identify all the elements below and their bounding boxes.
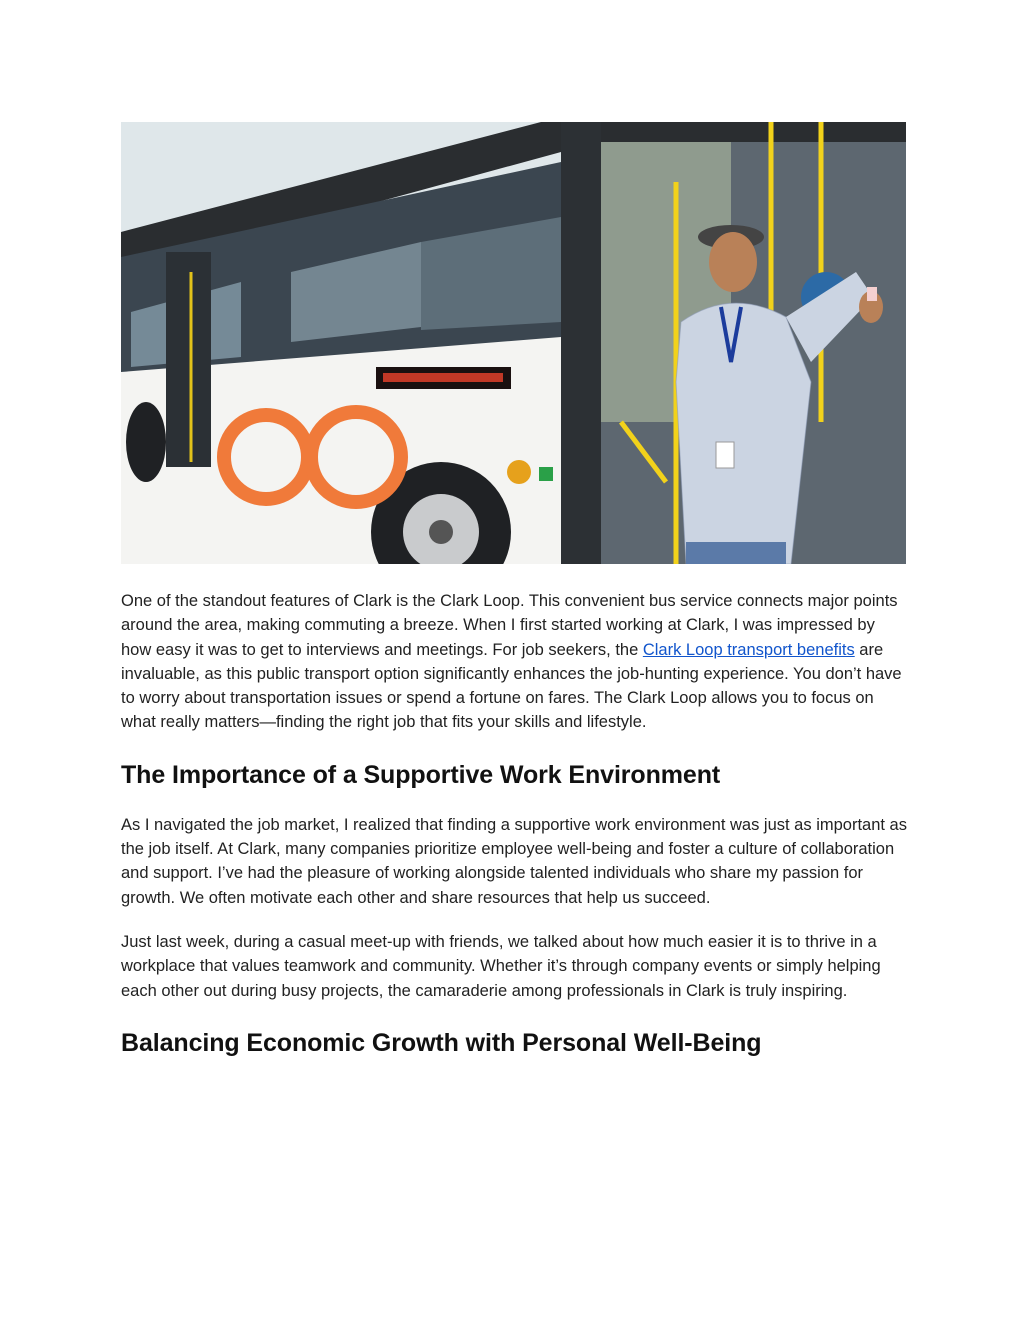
door-frame [561, 122, 601, 564]
exit-sign [539, 467, 553, 481]
paragraph-text: are invaluable, as this public transport option significantly enhances the job-hunting experience. You don’t have to worry about transportation issues or spend a fortune on fares. The Clark Loop allows you to focus on what really matters—finding the right job that fits your skills and lifestyle. [121, 640, 902, 732]
card [867, 287, 877, 301]
id-badge [716, 442, 734, 468]
paragraph-meetup: Just last week, during a casual meet-up with friends, we talked about how much easier it is to thrive in a workplace that values teamwork and community. Whether it’s through company events or simply helping each other out during busy projects, the camaraderie among professionals in Clark is truly inspiring. [121, 932, 881, 1000]
bus-front-wheel [126, 402, 166, 482]
paragraph-text: One of the standout features of Clark is the Clark Loop. This convenient bus service connects major points around the area, making commuting a breeze. When I first started working at Clark, I was impressed by how easy it was to get to interviews and meetings. For job seekers, the [121, 592, 898, 659]
paragraph-clark-loop [121, 589, 907, 735]
head [709, 232, 757, 292]
bus-photo [121, 122, 906, 564]
led-text [383, 373, 503, 382]
clark-loop-link[interactable]: Clark Loop transport benefits [642, 640, 855, 659]
bus-front-door [166, 252, 211, 467]
jeans [686, 542, 786, 564]
article-body [121, 589, 907, 1081]
section-heading-supportive-environment: The Importance of a Supportive Work Environment [121, 760, 721, 789]
section-heading-economic-growth: Balancing Economic Growth with Personal Well-Being [121, 1028, 762, 1057]
door-button [507, 460, 531, 484]
bus-illustration [121, 122, 906, 564]
paragraph-job-market: As I navigated the job market, I realized that finding a supportive work environment was just as important as the job itself. At Clark, many companies prioritize employee well-being and foster a culture of collaboration and support. I’ve had the pleasure of working alongside talented individuals who share my passion for growth. We often motivate each other and share resources that help us succeed. [121, 815, 907, 907]
plaid-shirt [676, 303, 811, 564]
